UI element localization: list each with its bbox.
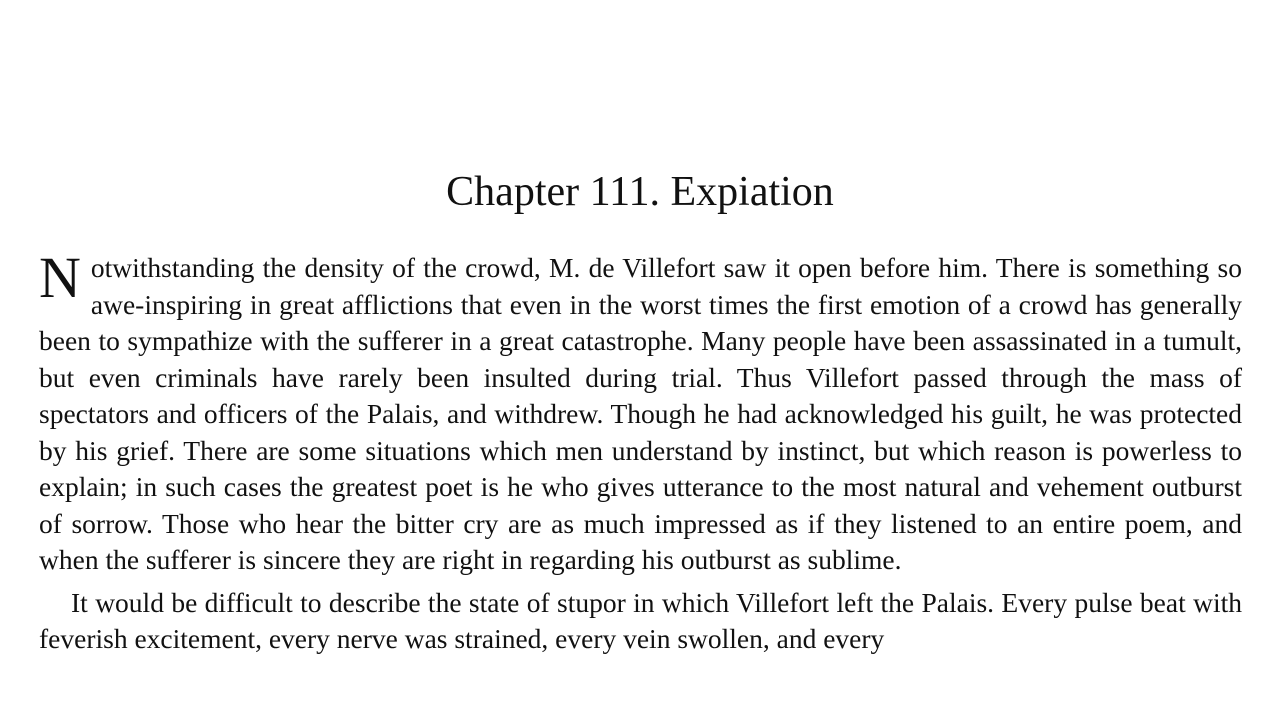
drop-cap: N [39, 245, 81, 310]
chapter-body [39, 245, 1242, 658]
paragraph-1-text: otwithstanding the density of the crowd, M. de Villefort saw it open before him. There is something so awe-inspiring in great afflictions that even in the worst times the first emotion of a crowd has generally been to sympathize with the sufferer in a great catastrophe. Many people have been assassinated in a tumult, but even criminals have rarely been insulted during trial. Thus Villefort passed through the mass of spectators and officers of the Palais, and withdrew. Though he had acknowledged his guilt, he was protected by his grief. There are some situations which men understand by instinct, but which reason is powerless to explain; in such cases the greatest poet is he who gives utterance to the most natural and vehement outburst of sorrow. Those who hear the bitter cry are as much impressed as if they listened to an entire poem, and when the sufferer is sincere they are right in regarding his outburst as sublime. [39, 252, 1242, 575]
paragraph-2: It would be difficult to describe the state of stupor in which Villefort left the Palais. Every pulse beat with feverish excitement, every nerve was strained, every vein swollen, and every [39, 586, 1242, 654]
chapter-title: Chapter 111. Expiation [446, 169, 834, 215]
paragraph-1 [39, 245, 1242, 579]
